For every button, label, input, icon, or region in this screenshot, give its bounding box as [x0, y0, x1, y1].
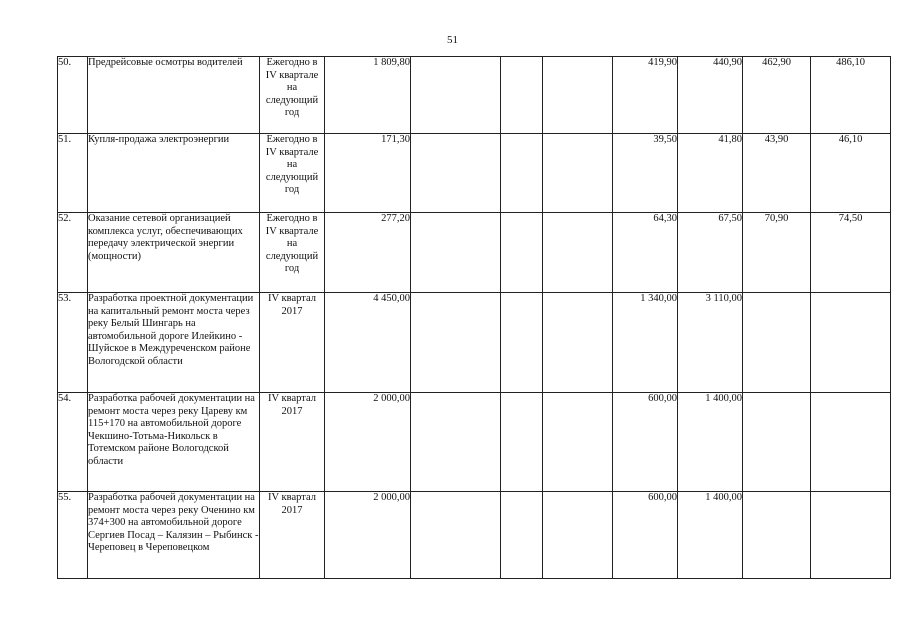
row-value-2020 [811, 492, 891, 579]
row-value-2019 [743, 492, 811, 579]
empty-cell [411, 213, 501, 293]
row-value-2020: 74,50 [811, 213, 891, 293]
row-number: 55. [58, 492, 88, 579]
row-deadline: Ежегодно в IV квартале на следующий год [260, 213, 325, 293]
table-row [58, 293, 891, 393]
table-row [58, 213, 891, 293]
row-value-2018: 3 110,00 [678, 293, 743, 393]
empty-cell [543, 393, 613, 492]
empty-cell [411, 293, 501, 393]
row-value-2020 [811, 293, 891, 393]
empty-cell [411, 57, 501, 134]
empty-cell [543, 293, 613, 393]
row-total: 171,30 [325, 134, 411, 213]
table-row [58, 393, 891, 492]
row-value-2019: 43,90 [743, 134, 811, 213]
empty-cell [411, 393, 501, 492]
table-row [58, 134, 891, 213]
row-total: 2 000,00 [325, 492, 411, 579]
row-title: Разработка проектной документации на капитальный ремонт моста через реку Белый Шингарь на автомобильной дороге Илейкино - Шуйское в Междуреченском районе Вологодской области [88, 293, 260, 393]
row-title: Предрейсовые осмотры водителей [88, 57, 260, 134]
row-title: Разработка рабочей документации на ремонт моста через реку Оченино км 374+300 на автомобильной дороге Сергиев Посад – Калязин – Рыбинск - Череповец в Череповецком [88, 492, 260, 579]
row-deadline: IV квартал 2017 [260, 393, 325, 492]
row-value-2018: 41,80 [678, 134, 743, 213]
row-value-2017: 419,90 [613, 57, 678, 134]
row-value-2018: 1 400,00 [678, 393, 743, 492]
row-title: Разработка рабочей документации на ремонт моста через реку Цареву км 115+170 на автомобильной дороге Чекшино-Тотьма-Никольск в Тотемском районе Вологодской области [88, 393, 260, 492]
row-value-2017: 1 340,00 [613, 293, 678, 393]
empty-cell [543, 134, 613, 213]
row-title: Оказание сетевой организацией комплекса услуг, обеспечивающих передачу электрической энергии (мощности) [88, 213, 260, 293]
row-value-2018: 1 400,00 [678, 492, 743, 579]
row-value-2019: 462,90 [743, 57, 811, 134]
row-value-2020: 486,10 [811, 57, 891, 134]
table-row [58, 492, 891, 579]
row-total: 4 450,00 [325, 293, 411, 393]
empty-cell [543, 57, 613, 134]
empty-cell [411, 492, 501, 579]
empty-cell [501, 57, 543, 134]
row-value-2017: 600,00 [613, 393, 678, 492]
empty-cell [501, 393, 543, 492]
empty-cell [501, 492, 543, 579]
row-value-2018: 440,90 [678, 57, 743, 134]
row-value-2020 [811, 393, 891, 492]
row-deadline: Ежегодно в IV квартале на следующий год [260, 134, 325, 213]
row-number: 54. [58, 393, 88, 492]
row-number: 53. [58, 293, 88, 393]
row-deadline: Ежегодно в IV квартале на следующий год [260, 57, 325, 134]
row-deadline: IV квартал 2017 [260, 293, 325, 393]
row-total: 277,20 [325, 213, 411, 293]
empty-cell [543, 492, 613, 579]
row-number: 52. [58, 213, 88, 293]
row-number: 50. [58, 57, 88, 134]
row-title: Купля-продажа электроэнергии [88, 134, 260, 213]
row-value-2019 [743, 393, 811, 492]
empty-cell [501, 293, 543, 393]
row-value-2017: 600,00 [613, 492, 678, 579]
row-value-2019: 70,90 [743, 213, 811, 293]
row-total: 2 000,00 [325, 393, 411, 492]
row-total: 1 809,80 [325, 57, 411, 134]
row-value-2019 [743, 293, 811, 393]
row-value-2018: 67,50 [678, 213, 743, 293]
row-value-2017: 64,30 [613, 213, 678, 293]
row-number: 51. [58, 134, 88, 213]
empty-cell [501, 134, 543, 213]
row-deadline: IV квартал 2017 [260, 492, 325, 579]
plan-table [57, 56, 891, 579]
empty-cell [501, 213, 543, 293]
empty-cell [411, 134, 501, 213]
table-row [58, 57, 891, 134]
row-value-2020: 46,10 [811, 134, 891, 213]
empty-cell [543, 213, 613, 293]
row-value-2017: 39,50 [613, 134, 678, 213]
page-number: 51 [447, 34, 458, 46]
